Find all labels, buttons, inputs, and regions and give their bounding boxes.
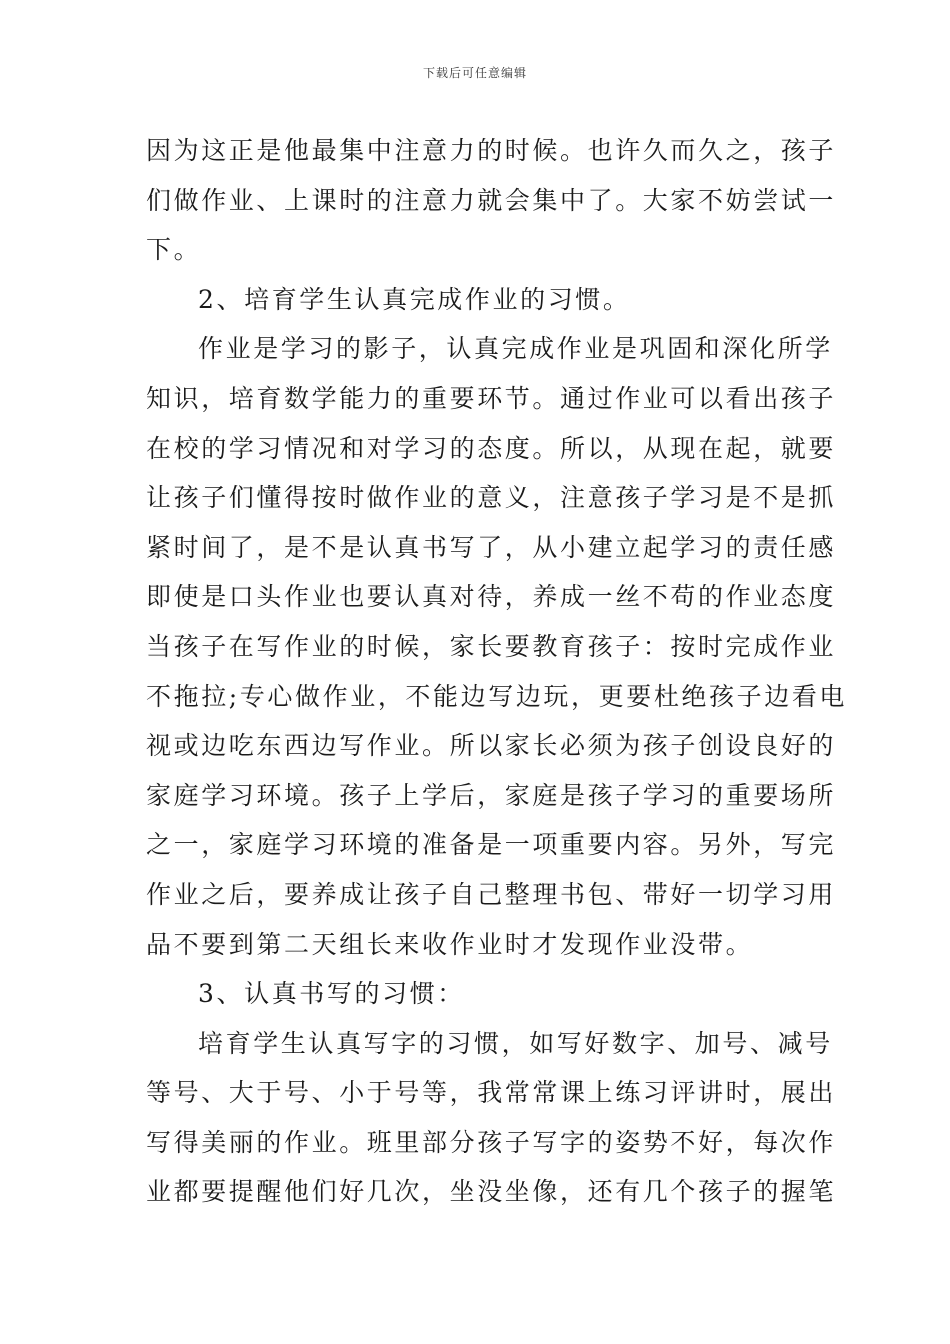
text-line: 当孩子在写作业的时候，家长要教育孩子：按时完成作业 — [146, 631, 837, 661]
text-line: 让孩子们懂得按时做作业的意义，注意孩子学习是不是抓 — [146, 483, 837, 513]
text-line: 紧时间了，是不是认真书写了，从小建立起学习的责任感 — [146, 532, 837, 562]
text-line: 们做作业、上课时的注意力就会集中了。大家不妨尝试一 — [146, 185, 837, 215]
text-line: 即使是口头作业也要认真对待，养成一丝不苟的作业态度 — [146, 582, 837, 612]
paragraph-start: 培育学生认真写字的习惯，如写好数字、加号、减号 — [198, 1028, 833, 1058]
text-line: 视或边吃东西边写作业。所以家长必须为孩子创设良好的 — [146, 731, 837, 761]
text-line: 等号、大于号、小于号等，我常常课上练习评讲时，展出 — [146, 1078, 837, 1108]
text-line: 不拖拉;专心做作业，不能边写边玩，更要杜绝孩子边看电 — [146, 681, 848, 711]
text-line: 因为这正是他最集中注意力的时候。也许久而久之，孩子 — [146, 136, 837, 165]
text-line: 业都要提醒他们好几次，坐没坐像，还有几个孩子的握笔 — [146, 1177, 837, 1207]
text-line: 下。 — [146, 235, 202, 265]
text-line: 家庭学习环境。孩子上学后，家庭是孩子学习的重要场所 — [146, 780, 837, 810]
section-heading: 3、认真书写的习惯： — [198, 979, 465, 1009]
paragraph-start: 作业是学习的影子，认真完成作业是巩固和深化所学 — [198, 334, 833, 364]
body-text — [146, 126, 848, 1217]
text-line: 之一，家庭学习环境的准备是一项重要内容。另外，写完 — [146, 830, 837, 860]
text-line: 品不要到第二天组长来收作业时才发现作业没带。 — [146, 929, 754, 959]
section-heading: 2、培育学生认真完成作业的习惯。 — [198, 284, 631, 314]
text-line: 在校的学习情况和对学习的态度。所以，从现在起，就要 — [146, 433, 837, 463]
page-header: 下载后可任意编辑 — [422, 66, 527, 80]
text-line: 知识，培育数学能力的重要环节。通过作业可以看出孩子 — [146, 383, 837, 413]
text-line: 写得美丽的作业。班里部分孩子写字的姿势不好，每次作 — [146, 1127, 837, 1157]
text-line: 作业之后，要养成让孩子自己整理书包、带好一切学习用 — [146, 879, 837, 909]
